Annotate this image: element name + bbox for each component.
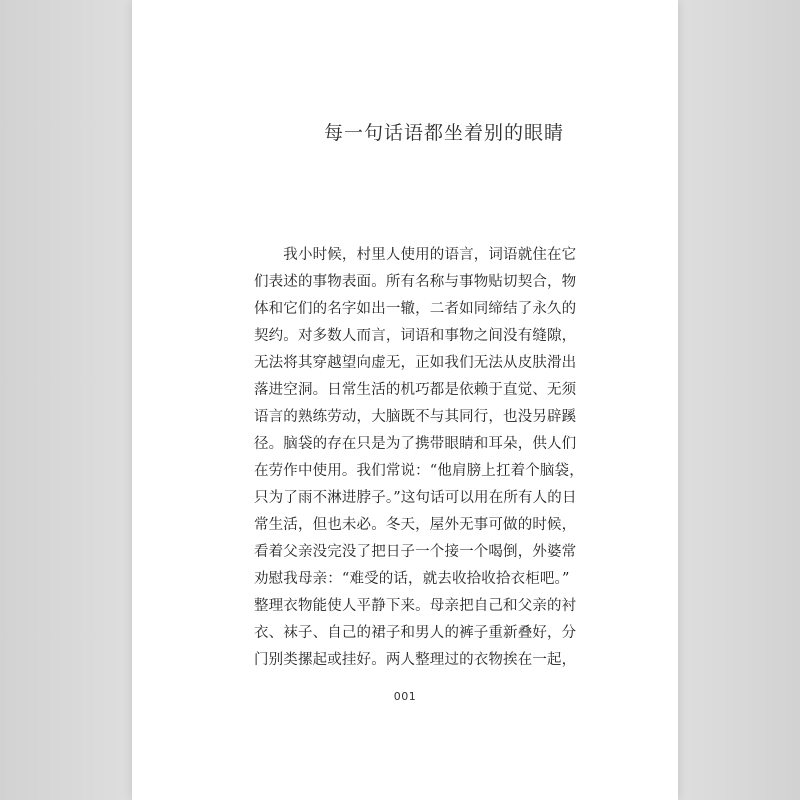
text-line: 门别类摞起或挂好。两人整理过的衣物挨在一起， <box>254 652 577 668</box>
text-line: 们表述的事物表面。所有名称与事物贴切契合，物 <box>254 274 577 290</box>
text-line: 衣、袜子、自己的裙子和男人的裤子重新叠好，分 <box>254 625 577 641</box>
background-left <box>0 0 132 800</box>
text-line: 看着父亲没完没了把日子一个接一个喝倒，外婆常 <box>254 544 577 560</box>
text-line: 落进空洞。日常生活的机巧都是依赖于直觉、无须 <box>254 382 577 398</box>
background-right <box>678 0 800 800</box>
page-number: 001 <box>393 690 417 703</box>
text-line: 体和它们的名字如出一辙，二者如同缔结了永久的 <box>254 301 577 317</box>
text-line: 在劳作中使用。我们常说：“他肩膀上扛着个脑袋， <box>254 463 584 479</box>
text-line: 我小时候，村里人使用的语言，词语就住在它 <box>254 247 577 263</box>
text-line: 语言的熟练劳动，大脑既不与其同行，也没另辟蹊 <box>254 409 577 425</box>
text-line: 劝慰我母亲：“难受的话，就去收拾收拾衣柜吧。” <box>254 571 570 587</box>
text-line: 只为了雨不淋进脖子。”这句话可以用在所有人的日 <box>254 490 577 506</box>
body-text <box>254 242 584 674</box>
text-line: 径。脑袋的存在只是为了携带眼睛和耳朵，供人们 <box>254 436 577 452</box>
text-line: 整理衣物能使人平静下来。母亲把自己和父亲的衬 <box>254 598 577 614</box>
text-line: 契约。对多数人而言，词语和事物之间没有缝隙， <box>254 328 577 344</box>
book-page <box>132 0 678 800</box>
text-line: 无法将其穿越望向虚无，正如我们无法从皮肤滑出 <box>254 355 577 371</box>
text-line: 常生活，但也未必。冬天，屋外无事可做的时候， <box>254 517 577 533</box>
chapter-title: 每一句话语都坐着别的眼睛 <box>323 122 564 144</box>
